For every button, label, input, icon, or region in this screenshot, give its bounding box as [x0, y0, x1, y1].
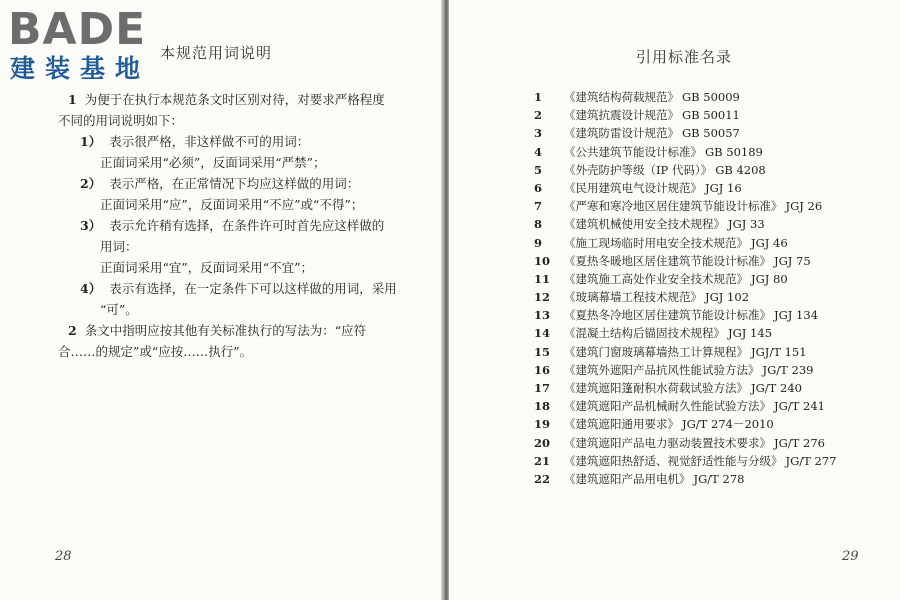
clause-number: 3）	[80, 218, 102, 233]
reference-code: JG/T 239	[762, 362, 814, 377]
reference-title: 《建筑遮阳产品用电机》	[564, 471, 691, 486]
reference-number: 5	[534, 162, 543, 177]
reference-title: 《建筑门窗玻璃幕墙热工计算规程》	[564, 344, 748, 359]
clause-number: 4）	[80, 281, 102, 296]
page-title-reference-standards: 引用标准名录	[636, 48, 733, 66]
page-number-left: 28	[55, 549, 72, 564]
reference-code: JGJ 102	[705, 290, 750, 305]
usage-terms-line	[100, 152, 326, 173]
reference-code: JGJ 80	[751, 271, 788, 286]
clause-text: “可”。	[100, 302, 138, 317]
reference-number: 7	[534, 199, 543, 214]
reference-title: 《建筑防雷设计规范》	[564, 126, 679, 141]
usage-terms-line	[80, 131, 309, 152]
usage-terms-line	[100, 236, 138, 257]
clause-text: 正面词采用“宜”，反面词采用“不宜”；	[100, 260, 314, 275]
reference-code: JGJ 145	[728, 326, 773, 341]
clause-text: 不同的用词说明如下：	[58, 113, 184, 128]
reference-number: 17	[534, 381, 551, 395]
reference-code: GB 50009	[682, 90, 740, 104]
reference-item	[534, 289, 836, 307]
reference-title: 《建筑施工高处作业安全技术规范》	[564, 271, 748, 286]
reference-item	[534, 125, 836, 143]
usage-terms-line	[80, 215, 384, 236]
reference-item	[534, 144, 836, 162]
reference-item	[534, 344, 836, 362]
reference-title: 《民用建筑电气设计规范》	[564, 180, 702, 195]
clause-number: 1）	[80, 134, 102, 149]
reference-standards-list	[534, 89, 836, 489]
reference-title: 《建筑遮阳产品机械耐久性能试验方法》	[564, 399, 771, 414]
reference-code: JG/T 240	[751, 381, 802, 395]
reference-code: JGJ 46	[751, 235, 788, 250]
clause-number: 2）	[80, 176, 102, 191]
reference-title: 《玻璃幕墙工程技术规范》	[564, 290, 702, 305]
reference-code: JG/T 277	[785, 453, 837, 468]
reference-title: 《外壳防护等级（IP 代码）》	[564, 162, 713, 177]
reference-code: JG/T 276	[774, 435, 825, 450]
reference-item	[534, 307, 836, 325]
reference-item	[534, 89, 836, 107]
reference-title: 《建筑机械使用安全技术规程》	[564, 217, 725, 232]
clause-text: 表示允许稍有选择，在条件许可时首先应这样做的	[109, 218, 385, 233]
reference-number: 6	[534, 180, 543, 195]
reference-number: 3	[534, 126, 543, 141]
reference-item	[534, 271, 836, 289]
reference-number: 13	[534, 308, 551, 323]
reference-code: JG/T 274－2010	[682, 417, 774, 432]
reference-title: 《建筑遮阳通用要求》	[564, 417, 679, 432]
reference-number: 18	[534, 399, 551, 414]
reference-code: GB 50189	[705, 144, 763, 159]
clause-text: 表示很严格，非这样做不可的用词：	[109, 134, 310, 149]
reference-code: JGJ 134	[774, 308, 819, 323]
reference-item	[534, 235, 836, 253]
clause-text: 表示严格，在正常情况下均应这样做的用词：	[109, 176, 360, 191]
reference-title: 《公共建筑节能设计标准》	[564, 144, 702, 159]
usage-terms-line	[80, 173, 359, 194]
usage-terms-line	[80, 278, 397, 299]
reference-title: 《建筑遮阳热舒适、视觉舒适性能与分级》	[564, 453, 783, 468]
usage-terms-line	[68, 89, 385, 110]
reference-item	[534, 162, 836, 180]
reference-code: JGJ 26	[785, 199, 823, 214]
reference-number: 12	[534, 290, 551, 305]
reference-number: 4	[534, 144, 543, 159]
reference-title: 《建筑外遮阳产品抗风性能试验方法》	[564, 362, 760, 377]
clause-text: 用词：	[100, 239, 138, 254]
reference-item	[534, 416, 836, 434]
page-number-right: 29	[842, 549, 859, 564]
reference-number: 10	[534, 253, 551, 268]
reference-number: 1	[534, 90, 543, 104]
reference-title: 《夏热冬暖地区居住建筑节能设计标准》	[564, 253, 771, 268]
clause-text: 正面词采用“必须”，反面词采用“严禁”；	[100, 155, 326, 170]
reference-code: JGJ/T 151	[751, 344, 807, 359]
reference-number: 16	[534, 362, 551, 377]
reference-code: JGJ 33	[728, 217, 765, 232]
reference-code: GB 50011	[682, 108, 740, 123]
reference-item	[534, 380, 836, 398]
clause-text: 条文中指明应按其他有关标准执行的写法为：“应符	[84, 323, 367, 338]
reference-number: 15	[534, 344, 551, 359]
reference-number: 21	[534, 453, 551, 468]
reference-code: JG/T 278	[693, 471, 745, 486]
clause-text: 合……的规定”或“应按……执行”。	[58, 344, 253, 359]
reference-item	[534, 107, 836, 125]
clause-number: 2	[68, 323, 77, 338]
page-title-usage-terms: 本规范用词说明	[160, 44, 273, 62]
logo-chinese-text: 建装基地	[10, 54, 151, 83]
reference-code: GB 4208	[715, 162, 766, 177]
reference-number: 11	[534, 271, 551, 286]
reference-title: 《建筑遮阳篷耐积水荷载试验方法》	[564, 381, 748, 395]
reference-number: 22	[534, 471, 551, 486]
left-page	[0, 0, 444, 600]
reference-title: 《建筑结构荷载规范》	[564, 90, 679, 104]
reference-number: 9	[534, 235, 543, 250]
reference-title: 《严寒和寒冷地区居住建筑节能设计标准》	[564, 199, 783, 214]
reference-item	[534, 453, 836, 471]
reference-title: 《施工现场临时用电安全技术规范》	[564, 235, 748, 250]
reference-item	[534, 362, 836, 380]
clause-text: 表示有选择，在一定条件下可以这样做的用词，采用	[109, 281, 397, 296]
usage-terms-line	[100, 257, 313, 278]
reference-title: 《混凝土结构后锚固技术规程》	[564, 326, 725, 341]
reference-number: 19	[534, 417, 551, 432]
bade-logo	[8, 4, 178, 88]
reference-item	[534, 180, 836, 198]
reference-title: 《建筑遮阳产品电力驱动装置技术要求》	[564, 435, 771, 450]
reference-number: 8	[534, 217, 543, 232]
reference-number: 2	[534, 108, 543, 123]
clause-text: 正面词采用“应”，反面词采用“不应”或“不得”；	[100, 197, 364, 212]
reference-item	[534, 198, 836, 216]
usage-terms-line	[100, 299, 138, 320]
reference-title: 《建筑抗震设计规范》	[564, 108, 679, 123]
reference-number: 20	[534, 435, 551, 450]
clause-text: 为便于在执行本规范条文时区别对待，对要求严格程度	[84, 92, 385, 107]
reference-title: 《夏热冬冷地区居住建筑节能设计标准》	[564, 308, 771, 323]
reference-item	[534, 435, 836, 453]
reference-code: JG/T 241	[774, 399, 825, 414]
usage-terms-line	[58, 110, 183, 131]
reference-item	[534, 398, 836, 416]
reference-code: JGJ 75	[774, 253, 811, 268]
usage-terms-line	[100, 194, 363, 215]
reference-item	[534, 325, 836, 343]
reference-item	[534, 253, 836, 271]
usage-terms-line	[68, 320, 366, 341]
reference-item	[534, 216, 836, 234]
logo-wordmark: BADE	[8, 4, 147, 55]
reference-item	[534, 471, 836, 489]
reference-code: GB 50057	[682, 126, 740, 141]
reference-code: JGJ 16	[705, 180, 742, 195]
reference-number: 14	[534, 326, 551, 341]
usage-terms-line	[58, 341, 252, 362]
clause-number: 1	[68, 92, 77, 107]
